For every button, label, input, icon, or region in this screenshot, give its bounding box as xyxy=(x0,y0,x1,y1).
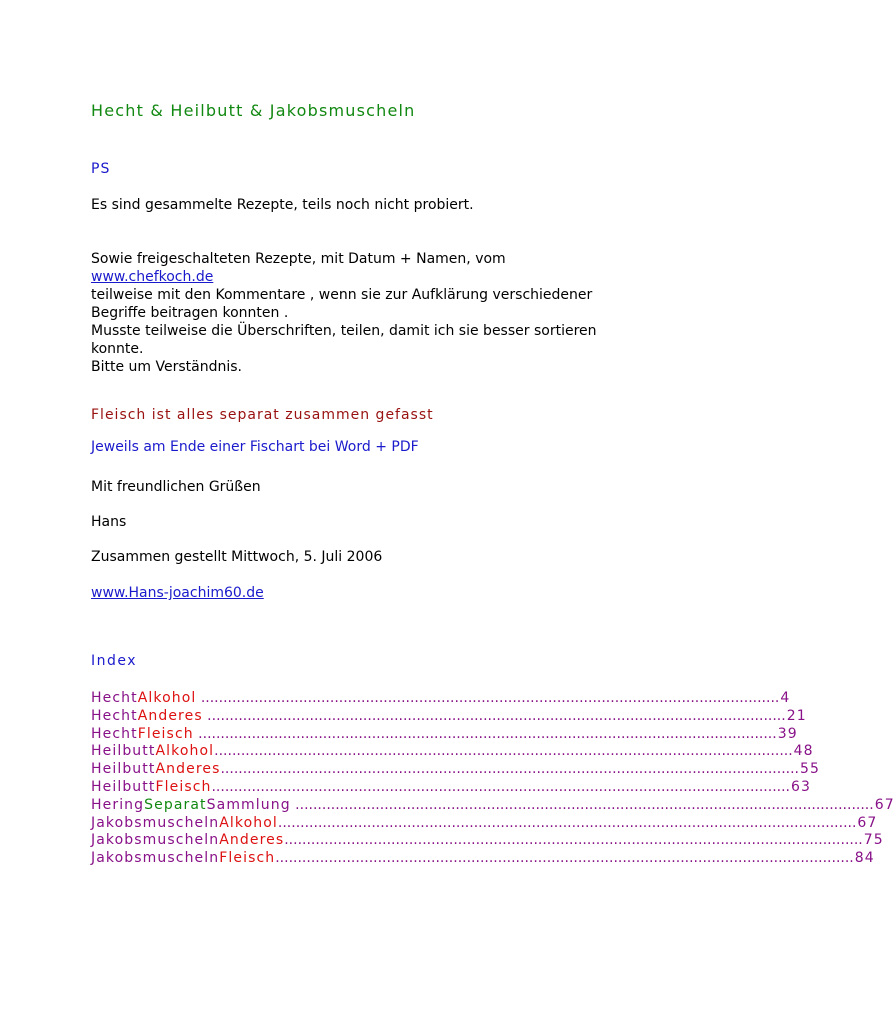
paragraph-line: konnte. xyxy=(91,341,144,357)
toc-entry[interactable] xyxy=(91,761,821,779)
chefkoch-link[interactable]: www.chefkoch.de xyxy=(91,269,214,285)
toc-dot-leader: .................................................................................................................................. xyxy=(290,796,874,813)
end-note: Jeweils am Ende einer Fischart bei Word + PDF xyxy=(91,439,419,455)
toc-page-number: 67 xyxy=(857,814,878,831)
toc-dot-leader: .................................................................................................................................. xyxy=(214,743,793,760)
author-name: Hans xyxy=(91,514,127,530)
toc-subcategory: Sammlung xyxy=(206,796,291,813)
toc-fish-name: Jakobsmuscheln xyxy=(91,832,220,849)
toc-dot-leader: .................................................................................................................................. xyxy=(211,778,791,795)
document-title: Hecht & Heilbutt & Jakobsmuscheln xyxy=(91,101,416,120)
toc-fish-name: Hecht xyxy=(91,707,138,724)
toc-entry[interactable] xyxy=(91,814,878,833)
toc-fish-name: Heilbutt xyxy=(91,761,156,778)
toc-page-number: 39 xyxy=(777,725,798,742)
toc-category: Anderes xyxy=(155,761,221,778)
table-of-contents xyxy=(91,690,895,868)
toc-dot-leader: .................................................................................................................................. xyxy=(202,707,786,724)
toc-category: Anderes xyxy=(137,707,203,724)
toc-fish-name: Heilbutt xyxy=(91,743,156,760)
toc-fish-name: Hecht xyxy=(91,690,138,706)
toc-entry[interactable] xyxy=(91,725,798,744)
toc-category: Fleisch xyxy=(155,778,212,795)
toc-entry[interactable] xyxy=(91,707,807,726)
toc-entry[interactable] xyxy=(91,832,884,850)
toc-category: Alkohol xyxy=(219,814,278,831)
ps-heading: PS xyxy=(91,161,111,177)
toc-dot-leader: .................................................................................................................................. xyxy=(277,814,857,831)
paragraph-line: Musste teilweise die Überschriften, teilen, damit ich sie besser sortieren xyxy=(91,323,597,339)
toc-fish-name: Hering xyxy=(91,796,145,813)
paragraph-line: teilweise mit den Kommentare , wenn sie zur Aufklärung verschiedener xyxy=(91,287,593,303)
toc-category: Alkohol xyxy=(137,690,197,706)
paragraph-line: Begriffe beitragen konnten . xyxy=(91,305,289,321)
toc-dot-leader: .................................................................................................................................. xyxy=(275,850,854,867)
toc-category: Fleisch xyxy=(219,850,276,867)
toc-dot-leader: .................................................................................................................................. xyxy=(220,761,800,778)
toc-entry[interactable] xyxy=(91,743,814,761)
greeting: Mit freundlichen Grüßen xyxy=(91,479,261,495)
toc-page-number: 4 xyxy=(780,690,791,706)
meat-note: Fleisch ist alles separat zusammen gefasst xyxy=(91,407,434,423)
info-paragraph xyxy=(91,250,597,376)
toc-entry[interactable] xyxy=(91,778,812,797)
toc-page-number: 67 xyxy=(874,796,895,813)
website-link-row xyxy=(91,584,264,602)
toc-category: Alkohol xyxy=(155,743,215,760)
paragraph-line: Bitte um Verständnis. xyxy=(91,359,242,375)
toc-entry[interactable] xyxy=(91,796,895,815)
toc-entry[interactable] xyxy=(91,850,875,868)
toc-dot-leader: .................................................................................................................................. xyxy=(284,832,863,849)
toc-fish-name: Heilbutt xyxy=(91,778,156,795)
paragraph-line: Sowie freigeschalteten Rezepte, mit Datum + Namen, vom xyxy=(91,251,506,267)
date-line: Zusammen gestellt Mittwoch, 5. Juli 2006 xyxy=(91,549,383,565)
toc-page-number: 21 xyxy=(786,707,807,724)
toc-page-number: 84 xyxy=(854,850,875,867)
toc-dot-leader: .................................................................................................................................. xyxy=(196,690,780,706)
toc-page-number: 63 xyxy=(791,778,812,795)
toc-dot-leader: .................................................................................................................................. xyxy=(193,725,777,742)
toc-fish-name: Jakobsmuscheln xyxy=(91,850,220,867)
toc-page-number: 55 xyxy=(800,761,821,778)
toc-category: Separat xyxy=(144,796,207,813)
toc-category: Anderes xyxy=(219,832,285,849)
intro-text: Es sind gesammelte Rezepte, teils noch nicht probiert. xyxy=(91,197,474,213)
toc-page-number: 48 xyxy=(793,743,814,760)
toc-entry[interactable] xyxy=(91,690,791,708)
index-heading: Index xyxy=(91,653,138,669)
toc-category: Fleisch xyxy=(137,725,194,742)
toc-page-number: 75 xyxy=(863,832,884,849)
toc-fish-name: Hecht xyxy=(91,725,138,742)
toc-fish-name: Jakobsmuscheln xyxy=(91,814,220,831)
website-link[interactable]: www.Hans-joachim60.de xyxy=(91,585,264,601)
